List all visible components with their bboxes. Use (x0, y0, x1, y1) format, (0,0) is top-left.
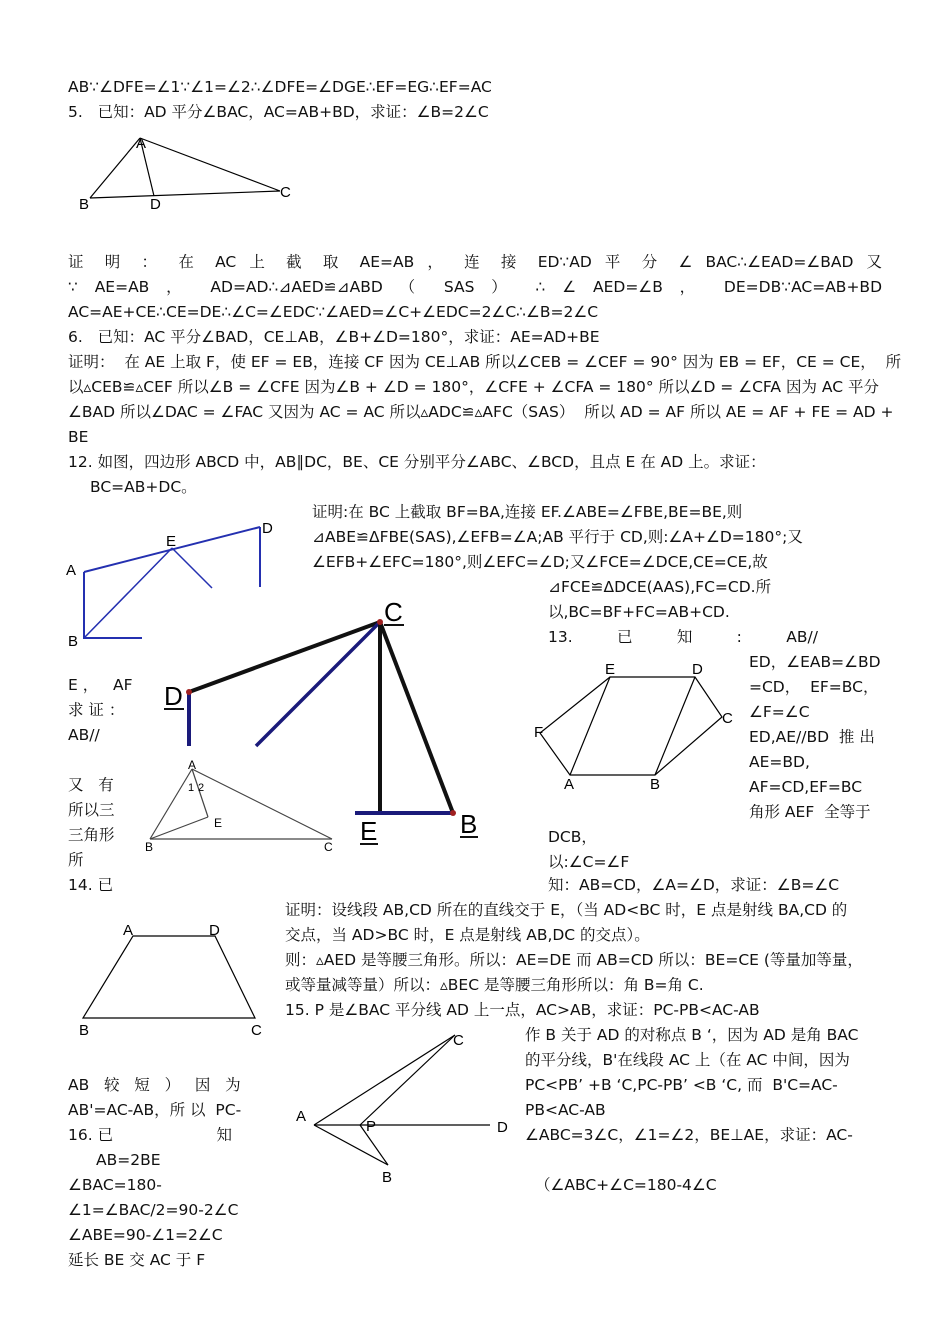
text-line: ⊿FCE≌ΔDCE(AAS),FC=CD.所 (548, 578, 772, 596)
text-line: ∵ AE=AB ， AD=AD∴⊿AED≌⊿ABD （ SAS ） ∴ ∠ AED=∠B ， DE=DB∵AC=AB+BD (68, 278, 882, 296)
text-line: ∠F=∠C (749, 703, 810, 721)
trapezoid (83, 936, 255, 1018)
text-line: 交点，当 AD>BC 时，E 点是射线 AB,DC 的交点）。 (285, 926, 650, 944)
label-a: A (136, 135, 147, 152)
problem-5-statement: 5. 已知：AD 平分∠BAC，AC=AB+BD，求证：∠B=2∠C (68, 103, 489, 121)
segment-ac (314, 1035, 455, 1125)
text-line: AB∵∠DFE=∠1∵∠1=∠2∴∠DFE=∠DGE∴EF=EG∴EF=AC (68, 78, 492, 96)
label-b: B (68, 633, 79, 650)
label-d: D (209, 922, 220, 939)
segment-dc (189, 622, 380, 692)
text-line: BC=AB+DC。 (90, 478, 197, 496)
figure-problem-16 (142, 755, 342, 855)
label-d: D (262, 520, 273, 537)
label-b: B (650, 776, 661, 793)
label-b: B (382, 1169, 393, 1186)
problem-13-statement: 13. 已 知 : AB// (548, 628, 818, 646)
text-line: ⊿ABE≌ΔFBE(SAS),∠EFB=∠A;AB 平行于 CD,则:∠A+∠D=180°;又 (312, 528, 803, 546)
label-d: D (150, 196, 161, 213)
segment-be (150, 817, 208, 839)
label-e: E (360, 816, 378, 846)
segment-ac (192, 769, 332, 839)
label-e: E (605, 661, 616, 678)
text-line: 以▵CEB≌▵CEF 所以∠B = ∠CFE 因为∠B + ∠D = 180°，∠CFE + ∠CFA = 180° 所以∠D = ∠CFA 因为 AC 平分 (68, 378, 879, 396)
problem-6-statement: 6. 已知：AC 平分∠BAD，CE⊥AB，∠B+∠D=180°，求证：AE=AD+BE (68, 328, 600, 346)
figure-problem-5 (70, 128, 300, 218)
text-line: ED,AE//BD 推 出 (749, 728, 875, 746)
text-line: 证明： 在 AE 上取 F，使 EF = EB，连接 CF 因为 CE⊥AB 所以∠CEB = ∠CEF = 90° 因为 EB = EF，CE = CE， 所 (68, 353, 902, 371)
text-line: 求 证 ： (68, 701, 125, 719)
label-c: C (251, 1022, 262, 1039)
text-line: 三角形 (68, 826, 115, 844)
segment-ab (314, 1125, 388, 1165)
problem-16-statement: 16. 已 知 (68, 1126, 233, 1144)
text-line: PC<PB’ +B ‘C,PC-PB’ <B ‘C, 而 B'C=AC- (525, 1076, 838, 1094)
label-c: C (384, 597, 403, 627)
text-line: AB// (68, 726, 100, 744)
label-a: A (564, 776, 575, 793)
segment-db (655, 677, 695, 775)
text-line: ∠ABE=90-∠1=2∠C (68, 1226, 223, 1244)
text-line: ED，∠EAB=∠BD (749, 653, 881, 671)
problem-14-number: 14. 已 (68, 876, 114, 894)
label-c: C (280, 184, 291, 201)
text-line: AF=CD,EF=BC (749, 778, 863, 796)
point-d (186, 689, 192, 695)
label-e: E (166, 533, 177, 550)
text-line: ∠1=∠BAC/2=90-2∠C (68, 1201, 239, 1219)
problem-14-statement: 知：AB=CD，∠A=∠D，求证：∠B=∠C (548, 876, 840, 894)
text-line: 则：▵AED 是等腰三角形。所以：AE=DE 而 AB=CD 所以：BE=CE (等量加等量， (285, 951, 863, 969)
label-c: C (324, 840, 333, 854)
text-line: 证 明 ： 在 AC 上 截 取 AE=AB ， 连 接 ED∵AD 平 分 ∠ BAC∴∠EAD=∠BAD 又 (68, 253, 882, 271)
text-line: 证明：设线段 AB,CD 所在的直线交于 E，（当 AD<BC 时，E 点是射线 BA,CD 的 (285, 901, 848, 919)
segment-ca (256, 622, 380, 746)
segment-pc (360, 1035, 455, 1125)
point-c (377, 619, 383, 625)
segment-cb (380, 622, 453, 813)
text-line: AB 较 短 ） 因 为 (68, 1076, 241, 1094)
label-p: P (366, 1118, 377, 1135)
text-line: 又 有 (68, 776, 114, 794)
label-a: A (66, 562, 77, 579)
text-line: 以:∠C=∠F (548, 853, 630, 871)
text-line: AC=AE+CE∴CE=DE∴∠C=∠EDC∵∠AED=∠C+∠EDC=2∠C∴∠B=2∠C (68, 303, 599, 321)
figure-problem-14 (75, 918, 275, 1043)
text-line: E ， AF (68, 676, 133, 694)
text-line: （∠ABC+∠C=180-4∠C (535, 1176, 717, 1194)
text-line: 所 (68, 851, 84, 869)
label-b: B (145, 840, 154, 854)
figure-problem-13 (530, 655, 745, 795)
label-d: D (164, 681, 183, 711)
label-a: A (123, 922, 134, 939)
problem-12-statement: 12. 如图，四边形 ABCD 中，AB∥DC，BE、CE 分别平分∠ABC、∠BCD，且点 E 在 AD 上。求证： (68, 453, 766, 471)
figure-problem-15 (290, 1025, 520, 1190)
segment-ab (90, 138, 140, 198)
text-line: 延长 BE 交 AC 于 F (68, 1251, 206, 1269)
label-b: B (79, 1022, 90, 1039)
label-d: D (692, 661, 703, 678)
text-line: BE (68, 428, 89, 446)
text-line: =CD， EF=BC， (749, 678, 879, 696)
segment-ec (172, 548, 212, 588)
text-line: 或等量减等量）所以：▵BEC 是等腰三角形所以：角 B=角 C. (285, 976, 704, 994)
text-line: AE=BD, (749, 753, 810, 771)
label-c: C (722, 710, 733, 727)
point-b (450, 810, 456, 816)
label-c: C (453, 1032, 464, 1049)
label-b: B (460, 809, 478, 839)
text-line: PB<AC-AB (525, 1101, 606, 1119)
label-a: A (296, 1108, 307, 1125)
text-line: 作 B 关于 AD 的对称点 B ‘，因为 AD 是角 BAC (525, 1026, 859, 1044)
label-e: E (214, 816, 223, 830)
text-line: ∠BAC=180- (68, 1176, 162, 1194)
segment-ab (150, 769, 195, 839)
text-line: AB'=AC-AB，所 以 PC- (68, 1101, 242, 1119)
problem-15-statement: 15. P 是∠BAC 平分线 AD 上一点，AC>AB，求证：PC-PB<AC-AB (285, 1001, 760, 1019)
segment-ea (570, 677, 610, 775)
text-line: ∠ABC=3∠C，∠1=∠2，BE⊥AE，求证：AC- (525, 1126, 853, 1144)
text-line: ∠EFB+∠EFC=180°,则∠EFC=∠D;又∠FCE=∠DCE,CE=CE,故 (312, 553, 768, 571)
text-line: DCB， (548, 828, 597, 846)
angle-2-label: 2 (198, 782, 205, 794)
text-line: ∠BAD 所以∠DAC = ∠FAC 又因为 AC = AC 所以▵ADC≌▵AFC（SAS） 所以 AD = AF 所以 AE = AF + FE = AD + (68, 403, 894, 421)
text-line: 角形 AEF 全等于 (749, 803, 871, 821)
text-line: 的平分线，B'在线段 AC 上（在 AC 中间，因为 (525, 1051, 850, 1069)
hexagon (540, 677, 722, 775)
label-f: F (534, 724, 544, 741)
label-a: A (188, 758, 197, 772)
label-d: D (497, 1119, 508, 1136)
text-line: 以,BC=BF+FC=AB+CD. (548, 603, 730, 621)
label-b: B (79, 196, 90, 213)
text-line: 所以三 (68, 801, 115, 819)
segment-ac (140, 138, 280, 191)
text-line: AB=2BE (96, 1151, 161, 1169)
text-line: 证明:在 BC 上截取 BF=BA,连接 EF.∠ABE=∠FBE,BE=BE,则 (312, 503, 743, 521)
angle-1-label: 1 (188, 782, 195, 794)
segment-bc (90, 191, 280, 198)
